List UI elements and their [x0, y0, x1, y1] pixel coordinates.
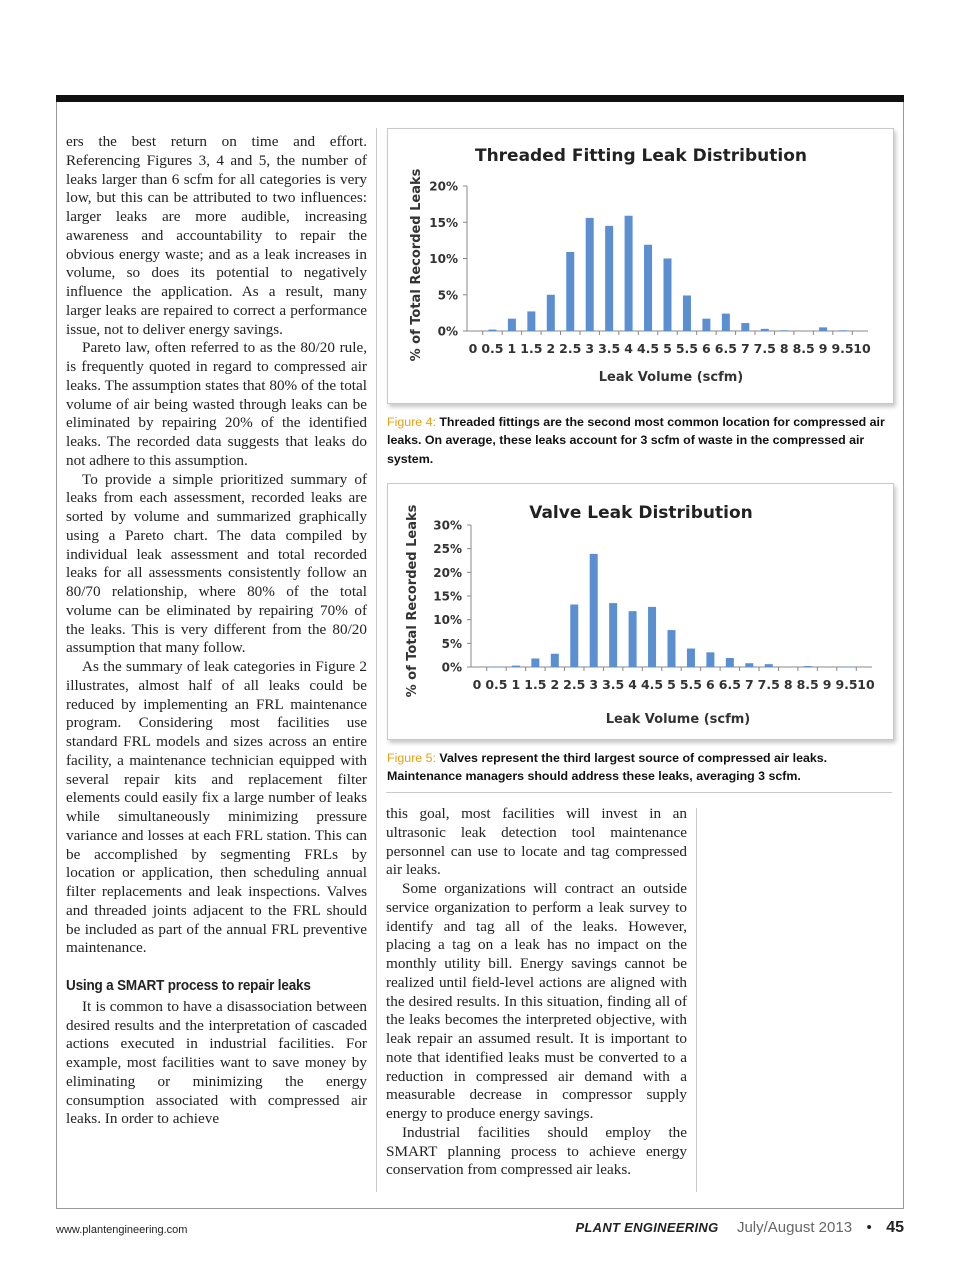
x-tick-label: 1.5 [520, 341, 543, 356]
bar [683, 295, 691, 331]
body-paragraph: Some organizations will contract an outside service organization to perform a leak survey to identify and tag all of the leaks. However, placing a tag on a leak has no impact on the monthly utility bill. Energy savings cannot be realized until field-level actions are aligned with the desired results. In this situation, finding all of the leaks becomes the interpreted objective, with leak repair an assumed result. It is important to note that identified leaks must be converted to a reduction in compressed air demand with a measurable decrease in compressor supply energy to produce energy savings. [386, 880, 687, 1122]
figure-5-chart [387, 483, 894, 740]
bar [702, 319, 710, 331]
x-axis-title: Leak Volume (scfm) [598, 370, 744, 385]
column-divider [376, 128, 377, 1192]
x-tick-label: 4 [628, 677, 637, 692]
x-tick-label: 10 [853, 341, 871, 356]
x-tick-label: 6 [706, 677, 715, 692]
y-tick-label: 5% [441, 636, 462, 651]
x-tick-label: 1 [507, 341, 517, 356]
bar [722, 314, 730, 331]
x-tick-label: 6.5 [714, 341, 737, 356]
x-tick-label: 4.5 [636, 341, 660, 356]
y-tick-label: 20% [429, 179, 458, 194]
bar [644, 245, 652, 331]
bar [765, 664, 773, 667]
bar [839, 330, 847, 331]
page-number: 45 [886, 1219, 904, 1236]
figure-4-chart [387, 128, 894, 404]
figure-label: Figure 4: [387, 415, 436, 429]
bar [745, 663, 753, 667]
body-paragraph: Industrial facilities should employ the SMART planning process to achieve energy conservation from compressed air leaks. [386, 1123, 687, 1179]
x-tick-label: 5 [667, 677, 676, 692]
bar [590, 554, 598, 667]
column-divider-right [696, 808, 697, 1192]
x-tick-label: 10 [857, 677, 875, 692]
x-tick-label: 1 [511, 677, 521, 692]
x-tick-label: 7.5 [753, 341, 776, 356]
footer-right [575, 1219, 904, 1237]
bar [605, 226, 613, 331]
body-paragraph: To provide a simple prioritized summary of leaks from each assessment, recorded leaks are sorted by volume and summarized graphically using a Pareto chart. The data compiled by individual leak assessment and total recorded leaks for all assessments consistently follow an 80/70 relationship, where 80% of the total volume can be eliminated by repairing 70% of the leaks. This is very different from the 80/20 assumption that many follow. [66, 470, 367, 657]
figure-divider [386, 792, 892, 793]
bar [629, 611, 637, 667]
body-paragraph: this goal, most facilities will invest in an ultrasonic leak detection tool maintenance personnel can use to locate and tag compressed air leaks. [386, 805, 687, 879]
bar [547, 295, 555, 331]
x-tick-label: 9 [818, 341, 828, 356]
bar [780, 330, 788, 331]
bar [531, 658, 539, 667]
chart-title: Threaded Fitting Leak Distribution [474, 146, 808, 166]
y-tick-label: 10% [433, 613, 462, 628]
bar [609, 603, 617, 667]
frame-left-rule [56, 102, 57, 1209]
y-tick-label: 5% [437, 288, 458, 303]
bar [625, 216, 633, 331]
section-subhead: Using a SMART process to repair leaks [66, 977, 311, 994]
bar [566, 252, 574, 331]
y-axis-title: % of Total Recorded Leaks [405, 504, 420, 698]
chart-svg [388, 129, 893, 403]
x-tick-label: 5.5 [675, 341, 699, 356]
x-tick-label: 8.5 [796, 677, 819, 692]
x-tick-label: 0 [472, 677, 482, 692]
bar [586, 218, 594, 331]
bar [761, 329, 769, 331]
bar [512, 666, 520, 667]
y-tick-label: 15% [429, 215, 458, 230]
y-tick-label: 30% [433, 518, 462, 533]
x-tick-label: 4 [624, 341, 633, 356]
x-tick-label: 2 [546, 341, 556, 356]
x-tick-label: 9 [822, 677, 832, 692]
x-tick-label: 9.5 [835, 677, 858, 692]
x-tick-label: 7 [740, 341, 750, 356]
y-tick-label: 0% [437, 324, 458, 339]
chart-svg [388, 484, 893, 739]
x-tick-label: 1.5 [524, 677, 547, 692]
figure-4-caption [387, 413, 895, 468]
bar [687, 649, 695, 667]
x-tick-label: 6 [702, 341, 711, 356]
bar [508, 319, 516, 331]
bar [819, 327, 827, 331]
chart-title: Valve Leak Distribution [529, 503, 753, 523]
x-tick-label: 9.5 [831, 341, 854, 356]
body-paragraph: ers the best return on time and effort. Referencing Figures 3, 4 and 5, the number of leaks larger than 6 scfm for all categories is very low, but this can be attributed to two influences: larger leaks are more audible, increasing awareness and accountability to repair the obvious energy waste; and as a leak increases in volume, so does its potential to negatively influence the application. As a result, many larger leaks are repaired to correct a performance issue, not to deliver energy savings. [66, 133, 367, 338]
x-tick-label: 6.5 [718, 677, 741, 692]
publication-name: PLANT ENGINEERING [575, 1220, 719, 1235]
bar [527, 311, 535, 331]
footer-bullet: • [866, 1219, 872, 1236]
bar [726, 658, 734, 667]
frame-right-rule [903, 102, 904, 1209]
top-rule [56, 95, 904, 102]
issue-date: July/August 2013 [736, 1219, 853, 1236]
caption-text: Valves represent the third largest source of compressed air leaks. Maintenance managers should address these leaks, averaging 3 scfm. [387, 751, 828, 784]
bar [488, 330, 496, 331]
left-column [66, 133, 367, 1129]
x-tick-label: 3.5 [602, 677, 625, 692]
x-tick-label: 5 [663, 341, 672, 356]
bar [668, 630, 676, 667]
figure-label: Figure 5: [387, 751, 436, 765]
y-axis-title: % of Total Recorded Leaks [409, 168, 424, 362]
x-tick-label: 8 [779, 341, 789, 356]
x-tick-label: 0.5 [485, 677, 508, 692]
bar [741, 323, 749, 331]
bar [551, 654, 559, 667]
x-tick-label: 3.5 [598, 341, 621, 356]
y-tick-label: 10% [429, 252, 458, 266]
bar [664, 259, 672, 332]
x-tick-label: 8 [783, 677, 793, 692]
y-tick-label: 15% [433, 589, 462, 604]
y-tick-label: 20% [433, 565, 462, 580]
body-paragraph: Pareto law, often referred to as the 80/20 rule, is frequently quoted in regard to compressed air leaks. The assumption states that 80% of the total volume of air being wasted through leaks can be eliminated by repairing 20% of the identified leaks. The recorded data suggests that leaks do not adhere to this assumption. [66, 339, 367, 469]
y-tick-label: 25% [433, 542, 462, 557]
right-column [386, 805, 687, 1180]
caption-text: Threaded fittings are the second most common location for compressed air leaks. On average, these leaks account for 3 scfm of waste in the compressed air system. [387, 415, 885, 466]
bar [706, 652, 714, 667]
bar [648, 607, 656, 667]
figure-5-caption [387, 749, 895, 786]
body-paragraph: It is common to have a disassociation between desired results and the interpretation of cascaded actions executed in industrial facilities. For example, most facilities want to save money by eliminating or minimizing the energy consumption associated with compressed air leaks. In order to achieve [66, 997, 367, 1128]
x-tick-label: 5.5 [679, 677, 703, 692]
x-tick-label: 0.5 [481, 341, 504, 356]
y-tick-label: 0% [441, 660, 462, 675]
x-tick-label: 2 [550, 677, 560, 692]
x-tick-label: 3 [589, 677, 599, 692]
x-tick-label: 8.5 [792, 341, 815, 356]
body-paragraph: As the summary of leak categories in Figure 2 illustrates, almost half of all leaks could be reduced by implementing an FRL maintenance program. Considering most facilities use standard FRL models and sizes across an entire facility, a maintenance technician equipped with several repair kits and replacement filter elements could easily fix a large number of leaks while simultaneously minimizing pressure variance and losses at each FRL station. This can be accomplished by segmenting FRLs by location or application, then scheduling annual filter replacements and leak inspections. Valves and threaded joints adjacent to the FRL should be included as part of the annual FRL preventive maintenance. [66, 658, 367, 957]
x-axis-title: Leak Volume (scfm) [605, 712, 751, 727]
frame-bottom-rule [56, 1208, 904, 1209]
x-tick-label: 3 [585, 341, 595, 356]
x-tick-label: 2.5 [559, 341, 582, 356]
bar [570, 605, 578, 667]
bar [804, 666, 812, 667]
footer-url: www.plantengineering.com [56, 1224, 188, 1236]
x-tick-label: 7.5 [757, 677, 780, 692]
x-tick-label: 4.5 [640, 677, 664, 692]
x-tick-label: 7 [744, 677, 754, 692]
x-tick-label: 2.5 [563, 677, 586, 692]
x-tick-label: 0 [468, 341, 478, 356]
